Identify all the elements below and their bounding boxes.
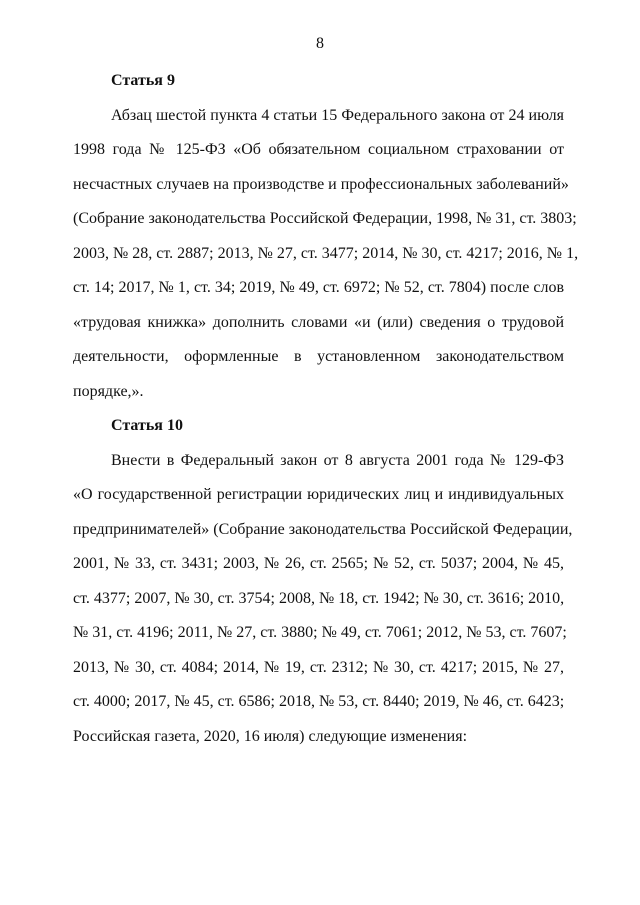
paragraph-line: несчастных случаев на производстве и профессиональных заболеваний»	[73, 176, 569, 193]
paragraph-line: Абзац шестой пункта 4 статьи 15 Федерального закона от 24 июля	[111, 107, 564, 124]
page-number: 8	[316, 35, 324, 52]
paragraph-line: «О государственной регистрации юридических лиц и индивидуальных	[73, 486, 564, 503]
paragraph-line: ст. 14; 2017, № 1, ст. 34; 2019, № 49, ст. 6972; № 52, ст. 7804) после слов	[73, 279, 564, 296]
paragraph-line: ст. 4000; 2017, № 45, ст. 6586; 2018, № 53, ст. 8440; 2019, № 46, ст. 6423;	[73, 693, 565, 710]
paragraph-line: 2001, № 33, ст. 3431; 2003, № 26, ст. 2565; № 52, ст. 5037; 2004, № 45,	[73, 555, 564, 572]
paragraph-line: 2003, № 28, ст. 2887; 2013, № 27, ст. 3477; 2014, № 30, ст. 4217; 2016, № 1,	[73, 245, 579, 262]
paragraph-line: № 31, ст. 4196; 2011, № 27, ст. 3880; № 49, ст. 7061; 2012, № 53, ст. 7607;	[73, 624, 567, 641]
paragraph-line: предпринимателей» (Собрание законодательства Российской Федерации,	[73, 521, 573, 538]
article-heading: Статья 10	[111, 417, 183, 434]
paragraph-line: Российская газета, 2020, 16 июля) следующие изменения:	[73, 728, 468, 745]
paragraph-line: ст. 4377; 2007, № 30, ст. 3754; 2008, № 18, ст. 1942; № 30, ст. 3616; 2010,	[73, 590, 565, 607]
article-heading: Статья 9	[111, 72, 175, 89]
paragraph-line: порядке,».	[73, 383, 144, 400]
paragraph-line: 2013, № 30, ст. 4084; 2014, № 19, ст. 2312; № 30, ст. 4217; 2015, № 27,	[73, 659, 564, 676]
paragraph-line: (Собрание законодательства Российской Федерации, 1998, № 31, ст. 3803;	[73, 210, 577, 227]
paragraph-line: 1998 года № 125-ФЗ «Об обязательном социальном страховании от	[73, 141, 564, 158]
paragraph-line: Внести в Федеральный закон от 8 августа 2001 года № 129-ФЗ	[111, 452, 564, 469]
paragraph-line: «трудовая книжка» дополнить словами «и (или) сведения о трудовой	[73, 314, 564, 331]
paragraph-line: деятельности, оформленные в установленном законодательством	[73, 348, 564, 365]
